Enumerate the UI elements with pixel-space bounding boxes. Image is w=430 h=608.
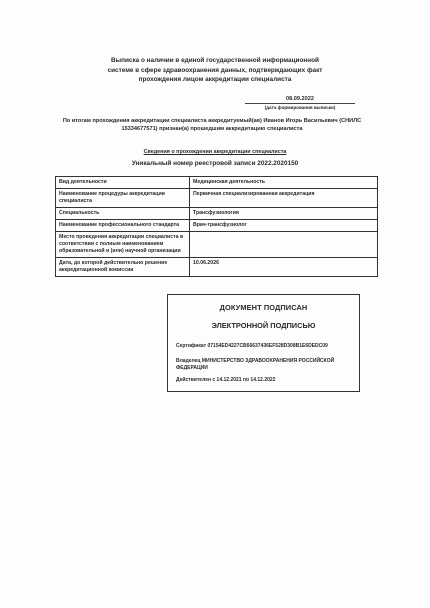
table-value: Медицинская деятельность — [190, 177, 378, 189]
document-title — [70, 56, 360, 85]
table-value: Трансфузиология — [190, 208, 378, 220]
table-row — [56, 177, 378, 189]
table-label: Специальность — [56, 208, 190, 220]
table-value: 10.06.2026 — [190, 258, 378, 277]
signature-heading: ДОКУМЕНТ ПОДПИСАН — [219, 303, 308, 312]
table-label: Дата, до которой действительно решение аккредитационной комиссии — [56, 258, 190, 277]
certificate-number: Сертификат 07154ED4227CB66637436EF528D308B1E6DEDC09 — [176, 343, 328, 349]
table-row — [56, 208, 378, 220]
table-row — [56, 232, 378, 258]
registry-number: Уникальный номер реестровой записи 2022.2020150 — [131, 160, 299, 167]
table-row — [56, 189, 378, 208]
signature-subheading: ЭЛЕКТРОННОЙ ПОДПИСЬЮ — [211, 321, 316, 330]
table-label: Место проведения аккредитации специалиста в соответствии с полным наименованием образовательной и (или) научной организации — [56, 232, 190, 258]
title-line: прохождения лицом аккредитации специалиста — [138, 76, 292, 84]
accreditation-statement: По итогам прохождения аккредитации специалиста аккредитуемый(ая) Иванов Игорь Васильевич (СНИЛС 15334677571) признан(а) прошедшим аккредитацию специалиста — [62, 118, 362, 132]
issue-date: 08.09.2022 — [286, 96, 314, 102]
title-line: Выписка о наличии в единой государственной информационной — [111, 57, 319, 64]
certificate-owner: Владелец МИНИСТЕРСТВО ЗДРАВООХРАНЕНИЯ РОССИЙСКОЙ ФЕДЕРАЦИИ — [176, 358, 335, 371]
certificate-validity: Действителен с 14.12.2021 по 14.12.2022 — [176, 377, 276, 383]
table-value: Первичная специализированная аккредитация — [190, 189, 378, 208]
accreditation-table — [55, 176, 378, 277]
issue-date-caption: (дата формирования выписки) — [264, 105, 336, 110]
section-heading: Сведения о прохождении аккредитации специалиста — [143, 149, 287, 155]
table-label: Наименование профессионального стандарта — [56, 220, 190, 232]
title-line: системе в сфере здравоохранения данных, подтверждающих факт — [107, 66, 323, 74]
table-value: Врач-трансфузиолог — [190, 220, 378, 232]
date-underline — [245, 103, 355, 104]
issue-date-block — [245, 96, 355, 110]
table-value — [190, 232, 378, 258]
table-label: Наименование процедуры аккредитации специалиста — [56, 189, 190, 208]
table-row — [56, 258, 378, 277]
electronic-signature-stamp — [167, 294, 360, 392]
table-row — [56, 220, 378, 232]
table-label: Вид деятельности — [56, 177, 190, 189]
